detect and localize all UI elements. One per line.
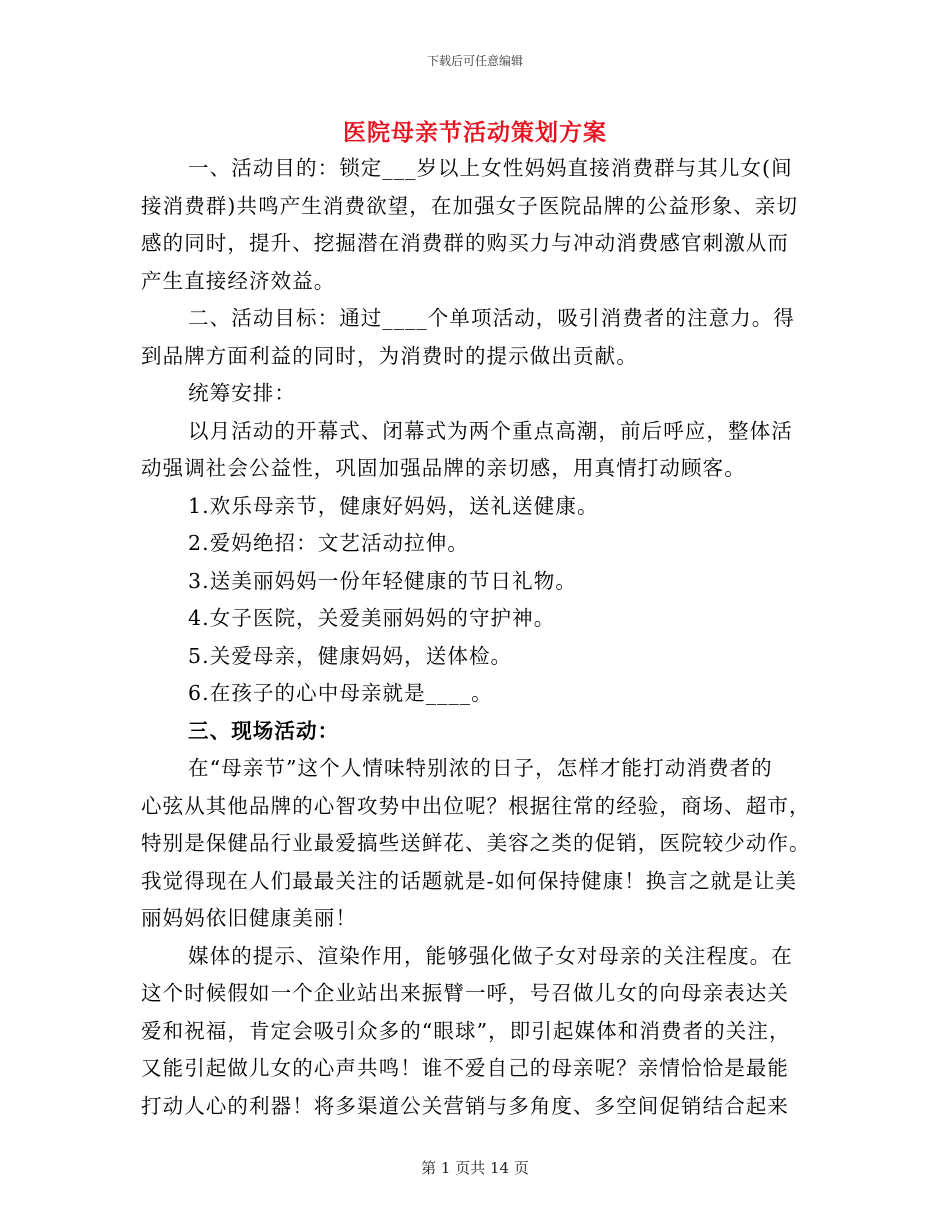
body-line: 丽妈妈依旧健康美丽！ [141, 906, 357, 930]
list-item: 3.送美丽妈妈一份年轻健康的节日礼物。 [188, 568, 577, 593]
body-line: 接消费群)共鸣产生消费欲望，在加强女子医院品牌的公益形象、亲切 [141, 193, 799, 218]
body-line: 特别是保健品行业最爱搞些送鲜花、美容之类的促销，医院较少动作。 [141, 831, 811, 855]
body-line: 在“母亲节”这个人情味特别浓的日子，怎样才能打动消费者的 [188, 756, 773, 780]
section-heading: 三、现场活动： [188, 718, 340, 743]
body-line: 二、活动目标：通过____个单项活动，吸引消费者的注意力。得 [188, 306, 795, 330]
body-line: 到品牌方面利益的同时，为消费时的提示做出贡献。 [141, 343, 638, 368]
body-line: 以月活动的开幕式、闭幕式为两个重点高潮，前后呼应，整体活 [188, 418, 793, 443]
body-line: 我觉得现在人们最最关注的话题就是-如何保持健康！换言之就是让美 [141, 868, 798, 893]
body-line: 动强调社会公益性，巩固加强品牌的亲切感，用真情打动顾客。 [141, 456, 746, 480]
body-line: 媒体的提示、渲染作用，能够强化做子女对母亲的关注程度。在 [188, 943, 793, 968]
body-line: 心弦从其他品牌的心智攻势中出位呢？根据往常的经验，商场、超市， [141, 793, 811, 818]
body-line: 打动人心的利器！将多渠道公关营销与多角度、多空间促销结合起来 [141, 1093, 789, 1118]
list-item: 5.关爱母亲，健康妈妈，送体检。 [188, 643, 513, 668]
document-body [141, 150, 809, 1125]
body-line: 爱和祝福，肯定会吸引众多的“眼球”，即引起媒体和消费者的关注， [141, 1018, 791, 1043]
page-number-footer: 第 1 页共 14 页 [421, 1159, 529, 1177]
list-item: 6.在孩子的心中母亲就是____。 [188, 681, 493, 705]
document-title: 医院母亲节活动策划方案 [343, 119, 607, 146]
body-line: 产生直接经济效益。 [141, 268, 336, 293]
body-line: 一、活动目的：锁定___岁以上女性妈妈直接消费群与其儿女(间 [188, 156, 793, 180]
body-line: 这个时候假如一个企业站出来振臂一呼，号召做儿女的向母亲表达关 [141, 981, 789, 1005]
body-line: 又能引起做儿女的心声共鸣！谁不爱自己的母亲呢？亲情恰恰是最能 [141, 1056, 789, 1080]
list-item: 1.欢乐母亲节，健康好妈妈，送礼送健康。 [188, 493, 599, 518]
body-line: 感的同时，提升、挖掘潜在消费群的购买力与冲动消费感官刺激从而 [141, 231, 789, 255]
list-item: 4.女子医院，关爱美丽妈妈的守护神。 [188, 606, 556, 630]
body-line: 统筹安排： [188, 381, 296, 405]
page-header-note: 下载后可任意编辑 [426, 54, 523, 68]
list-item: 2.爱妈绝招：文艺活动拉伸。 [188, 531, 469, 555]
